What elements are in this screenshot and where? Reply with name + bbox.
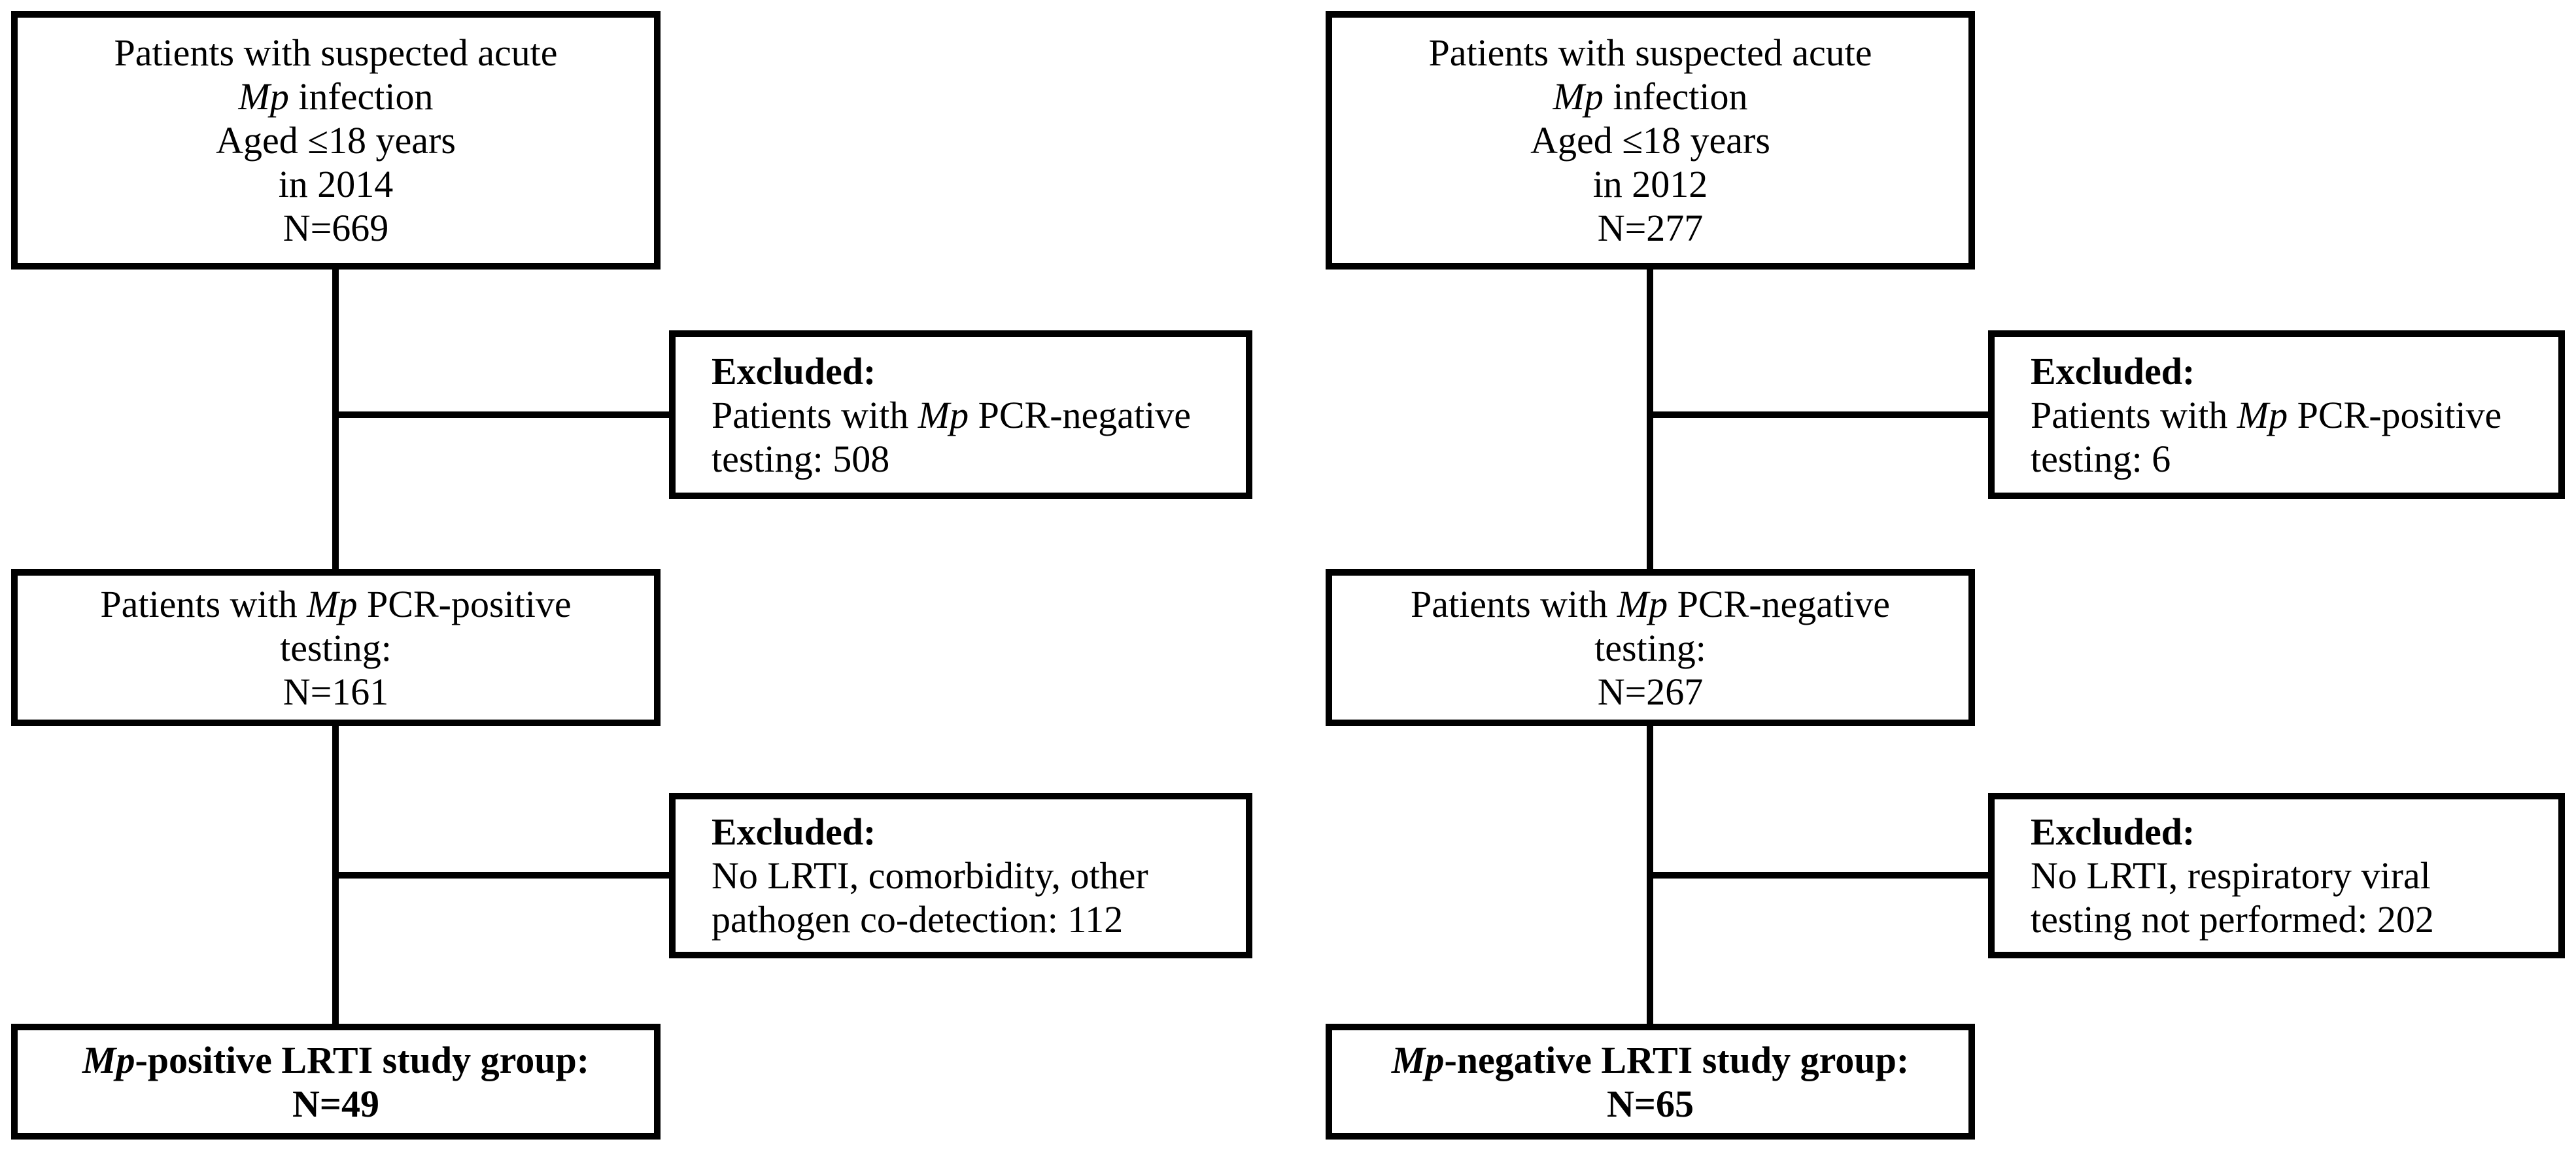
text-line xyxy=(712,854,1148,897)
text-line xyxy=(2031,854,2431,897)
box-excluded-no-lrti-2014 xyxy=(669,793,1252,958)
text-segment: No LRTI, respiratory viral xyxy=(2031,854,2431,897)
text-segment: Excluded: xyxy=(712,810,876,853)
connector-branch-excluded1-left xyxy=(335,411,669,418)
text-line xyxy=(1530,118,1770,162)
text-segment: Mp xyxy=(918,393,969,436)
text-line xyxy=(100,582,571,626)
text-line xyxy=(712,897,1123,941)
box-study-group-mp-positive xyxy=(11,1024,661,1140)
text-line xyxy=(712,349,876,393)
text-segment: Mp xyxy=(2237,393,2288,436)
box-pcr-positive-2014 xyxy=(11,569,661,726)
text-line xyxy=(1553,75,1748,118)
text-segment: Aged ≤18 years xyxy=(216,119,456,162)
box-enrollment-2012 xyxy=(1326,11,1975,270)
text-segment: Patients with xyxy=(1410,582,1617,625)
text-segment: Mp xyxy=(82,1038,135,1081)
box-excluded-no-lrti-2012 xyxy=(1988,793,2565,958)
text-segment: testing: xyxy=(1594,626,1706,669)
connector-branch-excluded2-left xyxy=(335,872,669,879)
text-segment: N=161 xyxy=(283,670,389,713)
text-line xyxy=(1428,31,1872,75)
text-segment: PCR-positive xyxy=(2288,393,2502,436)
text-line xyxy=(82,1038,589,1082)
text-segment: PCR-positive xyxy=(357,582,572,625)
text-segment: No LRTI, comorbidity, other xyxy=(712,854,1148,897)
text-segment: Aged ≤18 years xyxy=(1530,119,1770,162)
text-line xyxy=(292,1082,379,1126)
box-pcr-negative-2012 xyxy=(1326,569,1975,726)
box-excluded-pcr-positive-2012 xyxy=(1988,330,2565,499)
connector-vertical-top-right xyxy=(1647,270,1653,569)
text-line xyxy=(1598,670,1704,714)
text-segment: testing not performed: 202 xyxy=(2031,898,2434,941)
text-segment: PCR-negative xyxy=(969,393,1192,436)
text-line xyxy=(1594,626,1706,670)
text-segment: Mp xyxy=(1617,582,1668,625)
text-line xyxy=(283,670,389,714)
text-segment: Patients with xyxy=(712,393,918,436)
connector-branch-excluded2-right xyxy=(1650,872,1988,879)
text-line xyxy=(1411,582,1890,626)
text-line xyxy=(2031,810,2195,854)
text-segment: Patients with xyxy=(100,582,307,625)
text-segment: N=49 xyxy=(292,1082,379,1125)
text-segment: Excluded: xyxy=(712,349,876,392)
text-line xyxy=(279,162,394,206)
box-enrollment-2014 xyxy=(11,11,661,270)
text-line xyxy=(712,393,1191,437)
text-line xyxy=(239,75,434,118)
text-line xyxy=(2031,349,2195,393)
text-line xyxy=(1598,206,1704,250)
connector-branch-excluded1-right xyxy=(1650,411,1988,418)
connector-vertical-top-left xyxy=(332,270,339,569)
text-segment: Mp xyxy=(307,582,358,625)
text-segment: Mp xyxy=(238,75,289,118)
text-line xyxy=(283,206,389,250)
text-segment: Mp xyxy=(1391,1038,1445,1081)
text-line xyxy=(114,31,557,75)
text-segment: pathogen co-detection: 112 xyxy=(712,898,1124,941)
box-excluded-pcr-negative-2014 xyxy=(669,330,1252,499)
text-segment: in 2012 xyxy=(1592,163,1708,205)
text-segment: Patients with suspected acute xyxy=(1428,31,1872,74)
text-segment: testing: 508 xyxy=(712,437,890,480)
text-segment: testing: 6 xyxy=(2031,437,2171,480)
text-line xyxy=(2031,393,2501,437)
text-segment: -positive LRTI study group: xyxy=(135,1038,590,1081)
text-line xyxy=(1607,1082,1694,1126)
text-segment: N=277 xyxy=(1597,207,1704,249)
text-line xyxy=(280,626,392,670)
text-segment: infection xyxy=(1603,75,1748,118)
box-study-group-mp-negative xyxy=(1326,1024,1975,1140)
text-segment: N=267 xyxy=(1597,670,1704,713)
text-segment: Mp xyxy=(1553,75,1604,118)
text-segment: PCR-negative xyxy=(1668,582,1890,625)
text-segment: N=65 xyxy=(1607,1082,1694,1125)
text-line xyxy=(1392,1038,1909,1082)
text-segment: Patients with xyxy=(2031,393,2237,436)
text-line xyxy=(2031,437,2171,481)
text-line xyxy=(2031,897,2434,941)
text-segment: Patients with suspected acute xyxy=(114,31,558,74)
text-segment: -negative LRTI study group: xyxy=(1444,1038,1910,1081)
text-segment: infection xyxy=(288,75,434,118)
text-line xyxy=(712,437,889,481)
text-segment: Excluded: xyxy=(2031,349,2195,392)
text-line xyxy=(712,810,876,854)
text-line xyxy=(216,118,456,162)
text-segment: N=669 xyxy=(283,207,389,249)
text-segment: Excluded: xyxy=(2031,810,2195,853)
text-line xyxy=(1593,162,1708,206)
text-segment: in 2014 xyxy=(278,163,394,205)
text-segment: testing: xyxy=(280,626,392,669)
